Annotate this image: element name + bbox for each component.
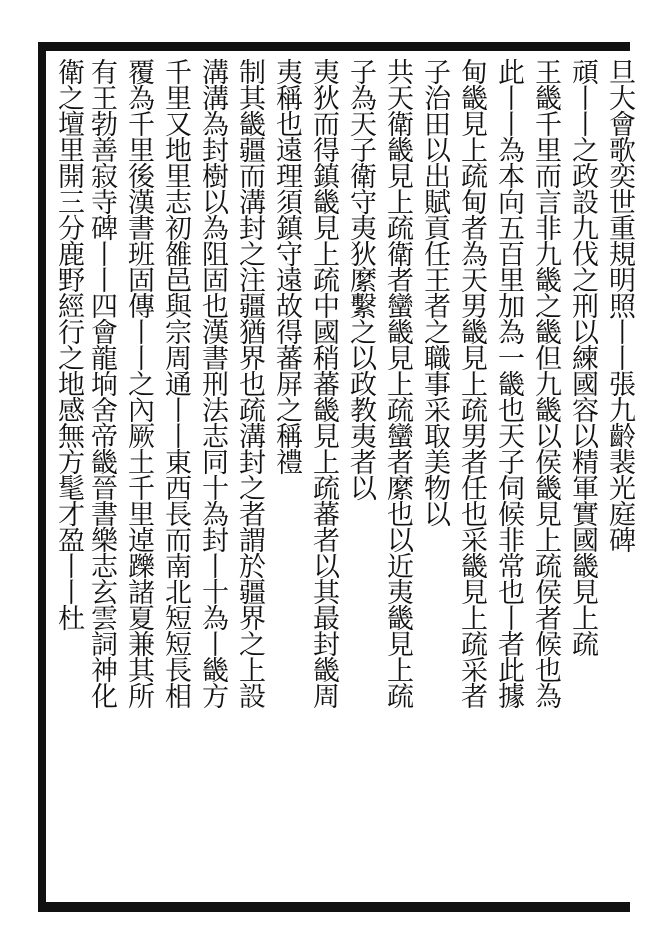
text-column-6: 子治田以出賦貢任王者之職事采取美物以 — [419, 58, 450, 526]
text-column-13: 千里又地里志初雒邑與宗周通丨丨東西長而南北短短長相 — [160, 58, 191, 708]
text-column-4: 此丨丨為本向五百里加為一畿也天子伺候非常也丨者此據 — [493, 58, 524, 708]
text-column-5: 甸畿見上疏甸者為天男畿見上疏男者任也采畿見上疏采者 — [456, 58, 487, 708]
text-column-2: 頑丨丨之政設九伐之刑以練國容以精軍實國畿見上疏 — [567, 58, 598, 656]
text-column-1: 旦大會歌奕世重規明照丨丨張九齡裴光庭碑 — [604, 58, 635, 552]
text-column-15: 有王勃善寂寺碑丨丨四會龍垧舍帝畿晉書樂志玄雲詞神化 — [86, 58, 117, 708]
text-column-10: 夷稱也遠理須鎮守遠故得蕃屏之稱禮 — [271, 58, 302, 474]
left-border-rule — [38, 42, 46, 912]
text-column-16: 衛之壇里開三分鹿野經行之地感無方髦才盈丨丨杜 — [53, 58, 84, 630]
text-column-7: 共天衛畿見上疏衛者蠻畿見上疏蠻者縻也以近夷畿見上疏 — [382, 58, 413, 708]
text-column-12: 溝溝為封樹以為阻固也漢書刑法志同十為封丨十為丨畿方 — [197, 58, 228, 708]
text-column-11: 制其畿疆而溝封之注疆猶界也疏溝封之者謂於疆界之上設 — [234, 58, 265, 708]
bottom-border-rule — [38, 902, 630, 912]
text-column-14: 覆為千里後漢書班固傳丨丨之內厥土千里逴躒諸夏兼其所 — [123, 58, 154, 708]
text-column-9: 夷狄而得鎮畿見上疏中國稍蕃畿見上疏蕃者以其最封畿周 — [308, 58, 339, 708]
text-column-8: 子為天子衛守夷狄縻繫之以政教夷者以 — [345, 58, 376, 500]
text-column-3: 王畿千里而言非九畿之畿但九畿以侯畿見上疏侯者候也為 — [530, 58, 561, 708]
top-border-rule — [38, 42, 630, 51]
